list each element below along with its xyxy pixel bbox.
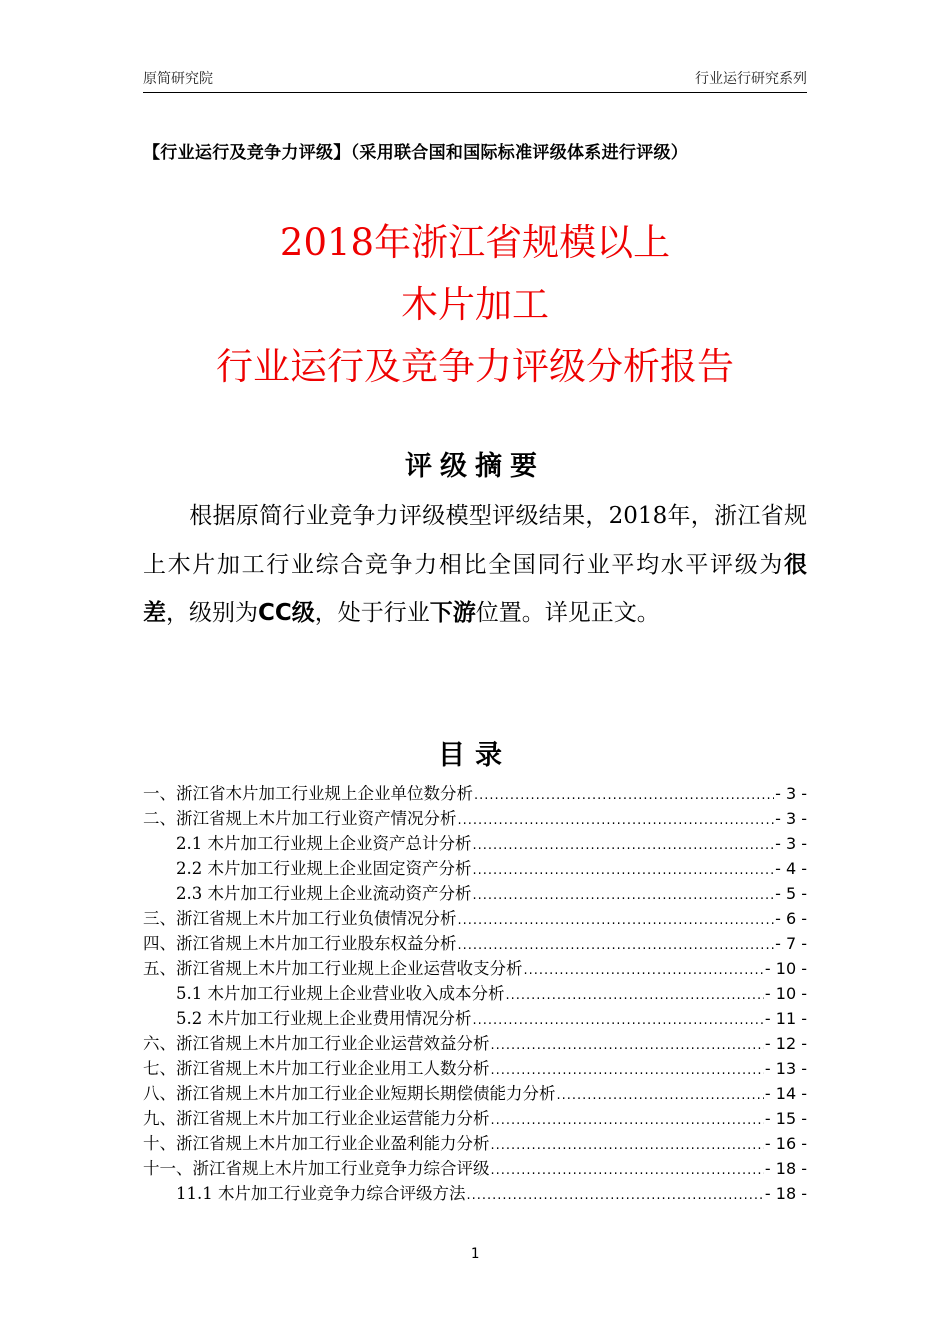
toc-page-number: - 6 -	[775, 909, 807, 928]
toc-leader-dots	[506, 983, 764, 1008]
toc-item[interactable]: 八、浙江省规上木片加工行业企业短期长期偿债能力分析 ..... - 14 -	[143, 1081, 807, 1106]
summary-text-3: ，处于行业	[314, 600, 430, 626]
summary-text-2: ，级别为	[166, 600, 258, 626]
toc-item[interactable]: 六、浙江省规上木片加工行业企业运营效益分析 ..... - 12 -	[143, 1031, 807, 1056]
report-title	[0, 212, 950, 398]
toc-page-number: - 15 -	[764, 1109, 807, 1128]
toc-page-number: - 11 -	[764, 1009, 807, 1028]
toc-page-number: - 12 -	[764, 1034, 807, 1053]
toc-item[interactable]: 十一、浙江省规上木片加工行业竞争力综合评级 ..... - 18 -	[143, 1156, 807, 1181]
toc-heading: 目录	[438, 740, 512, 771]
toc-page-number: - 7 -	[775, 934, 807, 953]
toc-leader-dots	[473, 1008, 764, 1033]
toc-leader-dots	[466, 1183, 763, 1208]
summary-position-bold: 下游	[429, 600, 476, 626]
toc-leader-dots	[491, 1108, 764, 1133]
summary-text-1: 根据原简行业竞争力评级模型评级结果，2018年，浙江省规上木片加工行业综合竞争力相比全国同行业平均水平评级为	[143, 503, 807, 578]
toc-item[interactable]: 三、浙江省规上木片加工行业负债情况分析 ..... - 6 -	[143, 906, 807, 931]
page-number: 1	[470, 1246, 480, 1262]
toc-item[interactable]: 四、浙江省规上木片加工行业股东权益分析 ..... - 7 -	[143, 931, 807, 956]
summary-paragraph	[143, 492, 807, 638]
summary-text-4: 位置。详见正文。	[475, 600, 660, 626]
toc-subitem[interactable]: 2.2 木片加工行业规上企业固定资产分析 ..... - 4 -	[143, 856, 807, 881]
toc-page-number: - 10 -	[764, 984, 807, 1003]
toc-item[interactable]: 一、浙江省木片加工行业规上企业单位数分析 ..... - 3 -	[143, 781, 807, 806]
toc-page-number: - 18 -	[764, 1159, 807, 1178]
toc-page-number: - 3 -	[775, 784, 807, 803]
toc-item[interactable]: 七、浙江省规上木片加工行业企业用工人数分析 ..... - 13 -	[143, 1056, 807, 1081]
toc-leader-dots	[458, 908, 775, 933]
toc-subitem[interactable]: 5.1 木片加工行业规上企业营业收入成本分析 ..... - 10 -	[143, 981, 807, 1006]
toc-leader-dots	[491, 1158, 764, 1183]
summary-heading: 评级摘要	[405, 451, 545, 482]
toc-page-number: - 3 -	[775, 809, 807, 828]
toc-page-number: - 5 -	[775, 884, 807, 903]
header-publisher: 原简研究院	[143, 71, 213, 87]
toc-leader-dots	[458, 808, 775, 833]
toc-leader-dots	[473, 858, 775, 883]
summary-rating-bold: 很差	[143, 551, 807, 626]
header-series: 行业运行研究系列	[695, 71, 807, 87]
toc-item[interactable]: 五、浙江省规上木片加工行业规上企业运营收支分析 ..... - 10 -	[143, 956, 807, 981]
toc-page-number: - 3 -	[775, 834, 807, 853]
toc-leader-dots	[473, 883, 775, 908]
rating-banner: 【行业运行及竞争力评级】（采用联合国和国际标准评级体系进行评级）	[143, 143, 689, 163]
toc-page-number: - 14 -	[764, 1084, 807, 1103]
toc-page-number: - 13 -	[764, 1059, 807, 1078]
title-line-3: 行业运行及竞争力评级分析报告	[216, 345, 734, 388]
toc-leader-dots	[491, 1133, 764, 1158]
page-header	[143, 66, 807, 93]
table-of-contents	[143, 781, 807, 1206]
toc-leader-dots	[458, 933, 775, 958]
toc-leader-dots	[491, 1058, 764, 1083]
toc-page-number: - 16 -	[764, 1134, 807, 1153]
toc-subitem[interactable]: 2.1 木片加工行业规上企业资产总计分析 ..... - 3 -	[143, 831, 807, 856]
toc-leader-dots	[557, 1083, 764, 1108]
toc-item[interactable]: 九、浙江省规上木片加工行业企业运营能力分析 ..... - 15 -	[143, 1106, 807, 1131]
toc-leader-dots	[474, 783, 774, 808]
toc-page-number: - 4 -	[775, 859, 807, 878]
toc-leader-dots	[524, 958, 764, 983]
toc-page-number: - 18 -	[764, 1184, 807, 1203]
toc-leader-dots	[491, 1033, 764, 1058]
title-line-2: 木片加工	[401, 283, 549, 326]
toc-item[interactable]: 十、浙江省规上木片加工行业企业盈利能力分析 ..... - 16 -	[143, 1131, 807, 1156]
toc-subitem[interactable]: 5.2 木片加工行业规上企业费用情况分析 ..... - 11 -	[143, 1006, 807, 1031]
title-line-1: 2018年浙江省规模以上	[279, 221, 671, 264]
toc-subitem[interactable]: 11.1 木片加工行业竞争力综合评级方法 ..... - 18 -	[143, 1181, 807, 1206]
toc-leader-dots	[473, 833, 775, 858]
summary-grade-bold: CC级	[258, 600, 315, 626]
toc-subitem[interactable]: 2.3 木片加工行业规上企业流动资产分析 ..... - 5 -	[143, 881, 807, 906]
toc-page-number: - 10 -	[764, 959, 807, 978]
toc-item[interactable]: 二、浙江省规上木片加工行业资产情况分析 ..... - 3 -	[143, 806, 807, 831]
